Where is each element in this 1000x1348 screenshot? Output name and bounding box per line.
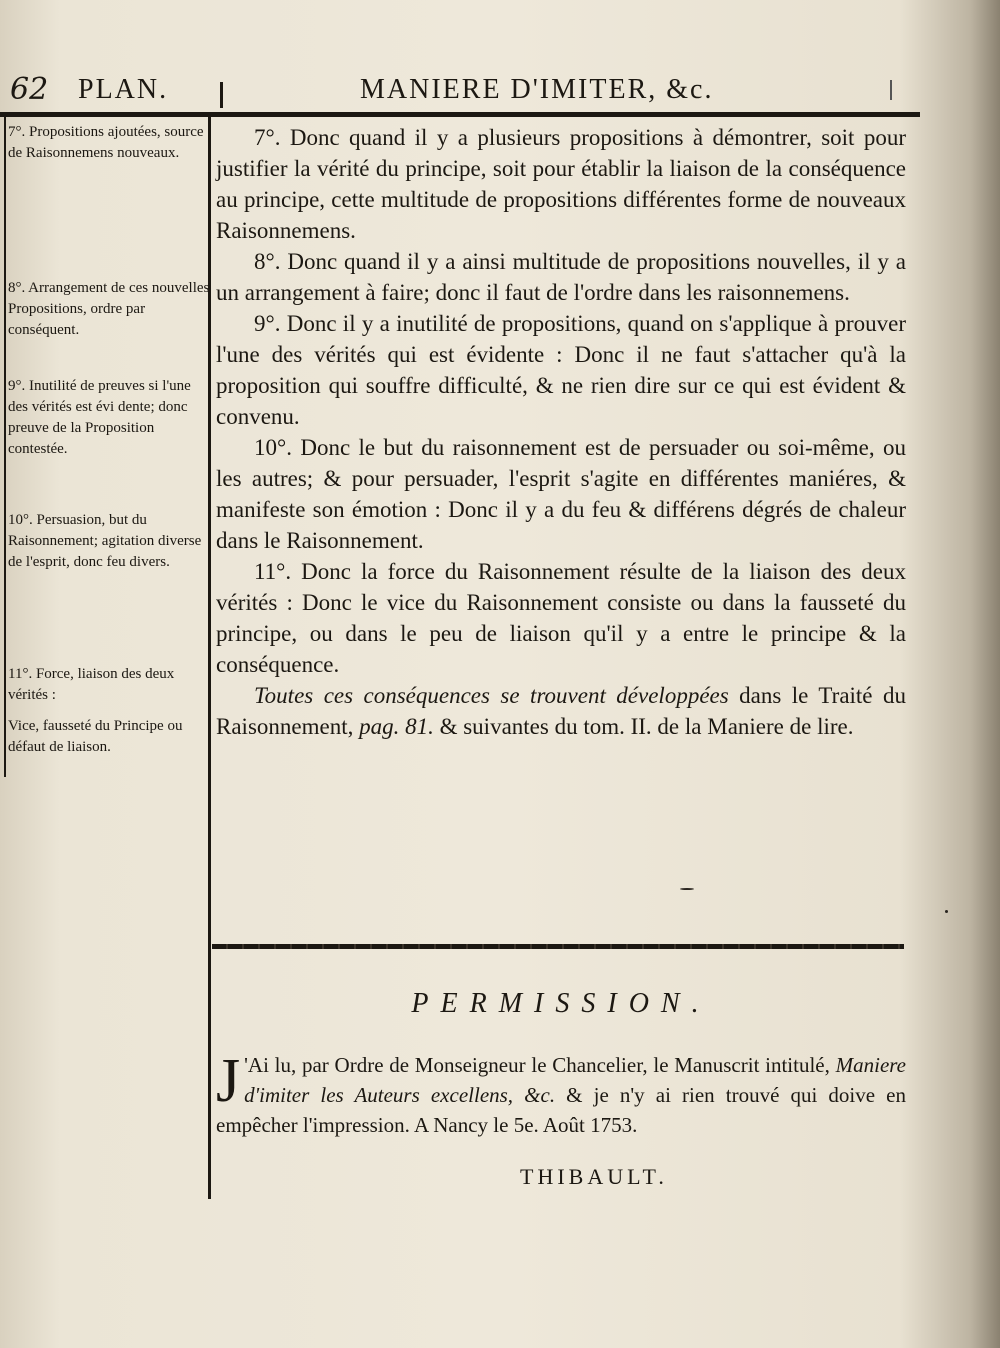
permission-text-1: 'Ai lu, par Ordre de Monseigneur le Chancelier, le Manuscrit intitulé,	[244, 1053, 836, 1077]
permission-body	[216, 1047, 907, 1140]
permission-title: PERMISSION.	[411, 988, 711, 1019]
margin-note: 9°. Inutilité de preuves si l'une des vérités est évi dente; donc preuve de la Proposition contestée.	[8, 378, 191, 457]
header-left-title: PLAN.	[78, 74, 169, 105]
page-number: 62	[10, 72, 49, 107]
ink-speck	[945, 910, 948, 913]
running-title: MANIERE D'IMITER, &c.	[360, 74, 714, 105]
paragraph: 9°. Donc il y a inutilité de propositions, quand on s'applique à prouver l'une des vérités qui est évidente : Donc il ne faut s'attacher qu'à la proposition qui souffre difficulté, & ne rien dire sur ce qui est évident & convenu.	[216, 311, 906, 429]
drop-cap: J	[216, 1047, 241, 1115]
signature: THIBAULT.	[520, 1164, 668, 1189]
paragraph: 11°. Donc la force du Raisonnement résulte de la liaison des deux vérités : Donc le vice du Raisonnement consiste ou dans la fausseté du principe, ou dans le peu de liaison qu'il y a entre le principe & la conséquence.	[216, 559, 906, 677]
header-mark	[890, 80, 892, 100]
closing-text-2: & suivantes du tom. II. de la Maniere de lire.	[433, 714, 854, 739]
header-rule	[0, 112, 920, 117]
section-rule	[212, 944, 904, 949]
main-text	[216, 122, 906, 742]
margin-note: Vice, fausseté du Principe ou défaut de liaison.	[8, 718, 183, 755]
paragraph: 10°. Donc le but du raisonnement est de persuader ou soi-même, ou les autres; & pour persuader, l'esprit s'agite en différentes maniéres, & manifeste son émotion : Donc il y a du feu & différens dégrés de chaleur dans le Raisonnement.	[216, 435, 906, 553]
closing-text-1: dans le Traité du Raisonnement,	[216, 683, 906, 739]
closing-italic: Toutes ces conséquences se trouvent développées	[254, 683, 729, 708]
paragraph: 7°. Donc quand il y a plusieurs propositions à démontrer, soit pour justifier la vérité du principe, soit pour établir la liaison de la conséquence au principe, cette multitude de propositions différentes forme de nouveaux Raisonnemens.	[216, 125, 906, 243]
permission-text-2: & je n'y ai rien trouvé qui doive en empêcher l'impression. A Nancy le 5e. Août 1753.	[216, 1083, 907, 1137]
closing-note	[216, 680, 906, 742]
header-divider	[220, 82, 223, 108]
margin-note: 7°. Propositions ajoutées, source de Raisonnemens nouveaux.	[8, 124, 204, 161]
margin-note: 10°. Persuasion, but du Raisonnement; agitation diverse de l'esprit, donc feu divers.	[8, 512, 202, 570]
ink-speck	[680, 888, 694, 890]
closing-pag: pag. 81.	[359, 714, 434, 739]
running-header	[0, 62, 1000, 112]
paragraph: 8°. Donc quand il y a ainsi multitude de propositions nouvelles, il y a un arrangement à faire; donc il faut de l'ordre dans les raisonnemens.	[216, 249, 906, 305]
margin-rule	[4, 117, 6, 777]
margin-note: 8°. Arrangement de ces nouvelles Propositions, ordre par conséquent.	[8, 280, 210, 338]
margin-note: 11°. Force, liaison des deux vérités :	[8, 666, 175, 703]
permission-book-title: Maniere d'imiter les Auteurs excellens, &c.	[244, 1053, 906, 1107]
